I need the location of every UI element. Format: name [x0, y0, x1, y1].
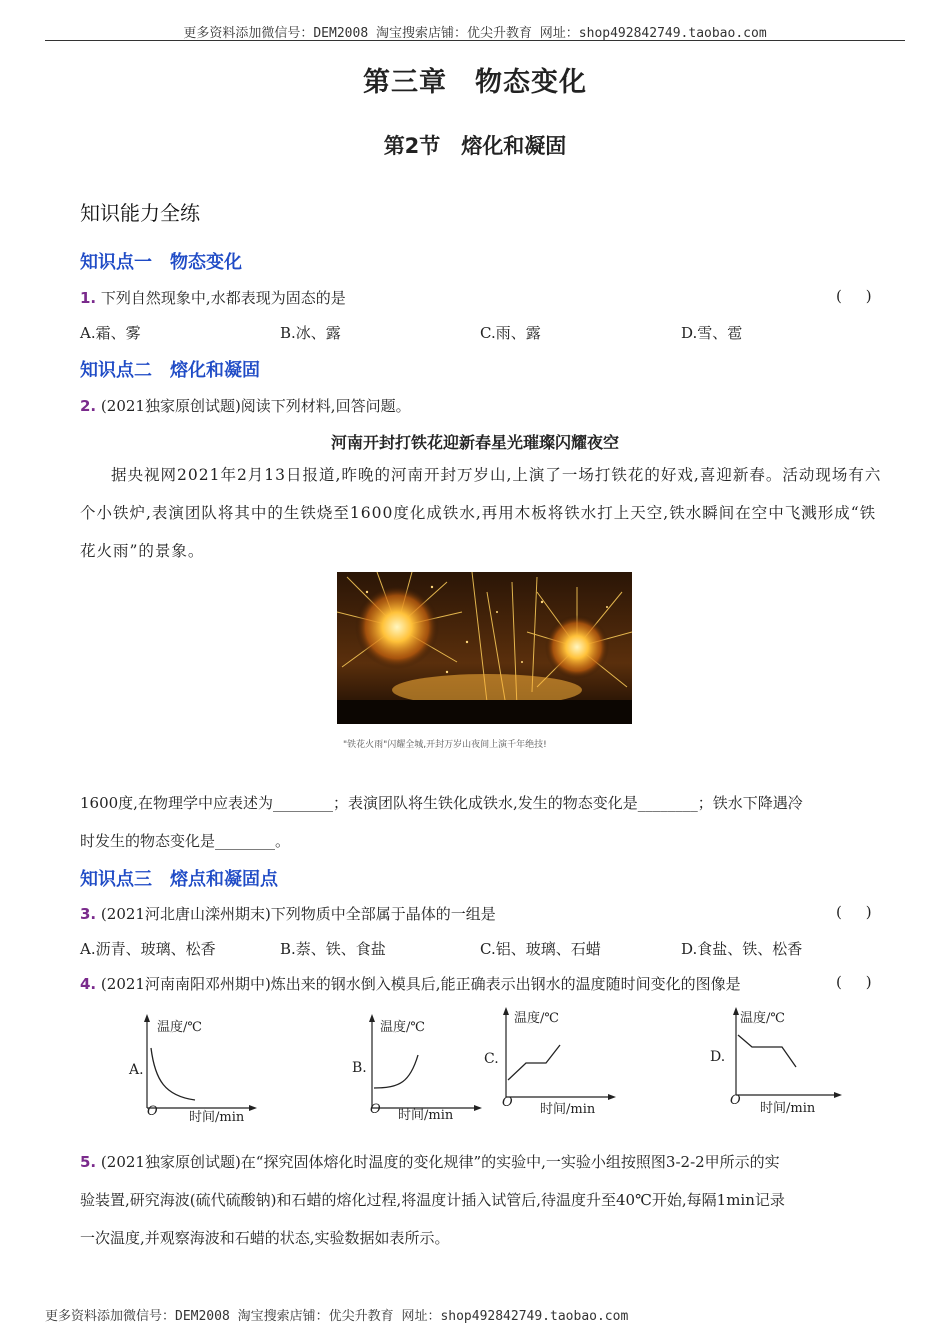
x-axis-label: 时间/min: [760, 1101, 816, 1116]
y-axis-label: 温度/℃: [740, 1011, 785, 1026]
graph-label: C.: [484, 1051, 499, 1067]
question-5-line-3: 一次温度,并观察海波和石蜡的状态,实验数据如表所示。: [80, 1229, 450, 1247]
origin-label: O: [502, 1095, 513, 1110]
article-title: 河南开封打铁花迎新春星光璀璨闪耀夜空: [330, 433, 619, 452]
question-2-blanks-line-2: 时发生的物态变化是________。: [80, 832, 291, 850]
question-5-line-1: [80, 1151, 780, 1172]
origin-label: O: [370, 1102, 381, 1117]
knowledge-point-3: 知识点三 熔点和凝固点: [80, 869, 278, 890]
origin-label: O: [730, 1093, 741, 1108]
question-text: (2021独家原创试题)在“探究固体熔化时温度的变化规律”的实验中,一实验小组按照图3-2-2甲所示的实: [100, 1153, 780, 1171]
y-axis-label: 温度/℃: [380, 1020, 425, 1035]
answer-bracket: ( ): [836, 903, 872, 921]
knowledge-point-1: 知识点一 物态变化: [80, 252, 242, 273]
practice-heading: 知识能力全练: [80, 201, 200, 225]
page-footer: 更多资料添加微信号：DEM2008 淘宝搜索店铺：优尖升教育 网址：shop492842749.taobao.com: [45, 1309, 629, 1324]
question-number: 3.: [80, 905, 97, 923]
option-b: B.萘、铁、食盐: [280, 940, 386, 958]
graph-b: [350, 1010, 490, 1125]
photo-caption: "铁花火雨"闪耀全城,开封万岁山夜间上演千年绝技!: [343, 740, 547, 750]
y-axis-label: 温度/℃: [514, 1011, 559, 1026]
graph-label: D.: [710, 1049, 726, 1065]
option-a: A.霜、雾: [80, 324, 141, 342]
option-b: B.冰、露: [280, 324, 341, 342]
x-axis-label: 时间/min: [398, 1108, 454, 1123]
question-text: 下列自然现象中,水都表现为固态的是: [100, 289, 346, 307]
graph-a: [125, 1010, 265, 1125]
question-text: (2021独家原创试题)阅读下列材料,回答问题。: [100, 397, 411, 415]
x-axis-label: 时间/min: [189, 1110, 245, 1125]
option-c: C.铝、玻璃、石蜡: [480, 940, 601, 958]
graph-label: B.: [352, 1060, 367, 1076]
option-d: D.雪、雹: [681, 324, 743, 342]
page-header: 更多资料添加微信号：DEM2008 淘宝搜索店铺：优尖升教育 网址：shop492842749.taobao.com: [183, 26, 767, 41]
question-number: 2.: [80, 397, 97, 415]
question-4: [80, 973, 741, 994]
section-title: 第2节 熔化和凝固: [383, 134, 567, 158]
option-c: C.雨、露: [480, 324, 541, 342]
option-d: D.食盐、铁、松香: [681, 940, 803, 958]
question-1: [80, 287, 346, 308]
knowledge-point-2: 知识点二 熔化和凝固: [80, 360, 260, 381]
question-text: (2021河南南阳邓州期中)炼出来的钢水倒入模具后,能正确表示出钢水的温度随时间变化的图像是: [100, 975, 741, 993]
option-a: A.沥青、玻璃、松香: [80, 940, 216, 958]
question-text: (2021河北唐山滦州期末)下列物质中全部属于晶体的一组是: [100, 905, 496, 923]
question-5-line-2: 验装置,研究海波(硫代硫酸钠)和石蜡的熔化过程,将温度计插入试管后,待温度升至40℃开始,每隔1min记录: [80, 1191, 785, 1209]
article-body: 据央视网2021年2月13日报道,昨晚的河南开封万岁山,上演了一场打铁花的好戏,喜迎新春。活动现场有六个小铁炉,表演团队将其中的生铁烧至1600度化成铁水,再用木板将铁水打上天空,铁水瞬间在空中飞溅形成“铁花火雨”的景象。: [80, 466, 882, 560]
x-axis-label: 时间/min: [540, 1102, 596, 1117]
graph-c: [484, 1005, 624, 1120]
answer-bracket: ( ): [836, 287, 872, 305]
graph-label: A.: [129, 1062, 144, 1078]
question-number: 1.: [80, 289, 97, 307]
origin-label: O: [147, 1104, 158, 1119]
header-rule: [45, 40, 905, 41]
question-3: [80, 903, 496, 924]
question-number: 4.: [80, 975, 97, 993]
iron-flower-photo: [337, 572, 632, 724]
y-axis-label: 温度/℃: [157, 1020, 202, 1035]
question-2-blanks-line-1: 1600度,在物理学中应表述为________；表演团队将生铁化成铁水,发生的物态变化是________；铁水下降遇冷: [80, 794, 803, 812]
graph-d: [708, 1005, 848, 1120]
question-number: 5.: [80, 1153, 97, 1171]
answer-bracket: ( ): [836, 973, 872, 991]
chapter-title: 第三章 物态变化: [363, 67, 587, 98]
question-2: [80, 395, 411, 416]
